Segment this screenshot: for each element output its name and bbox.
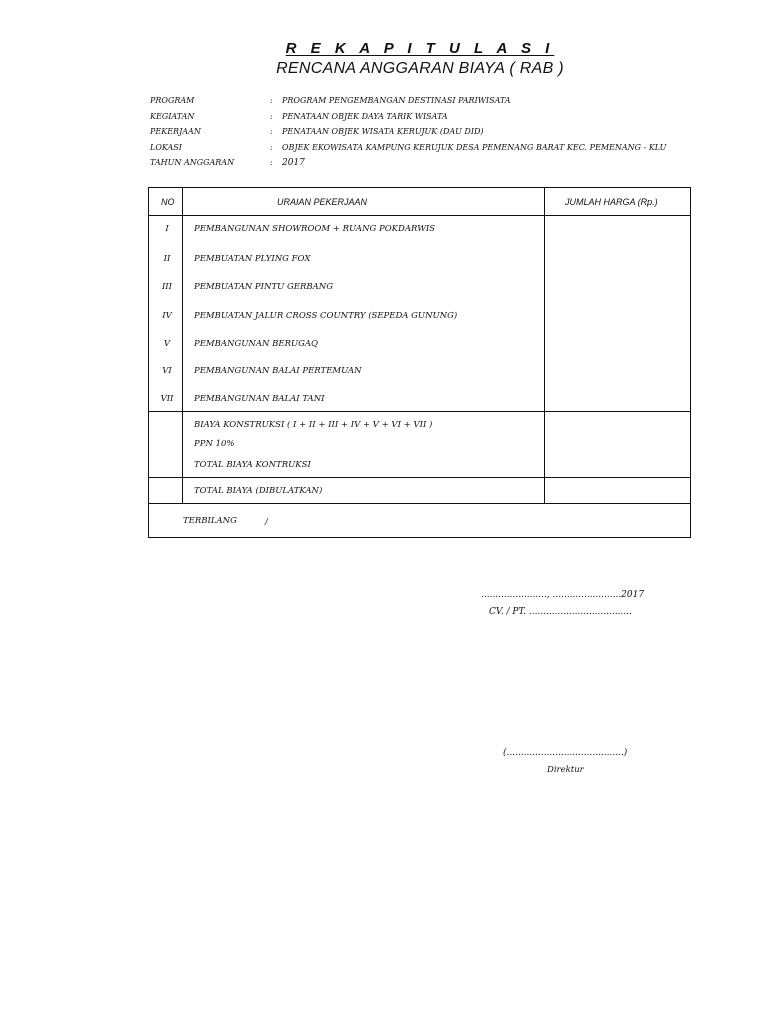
summary-ppn: PPN 10% [194,439,235,449]
terbilang-mark: / [265,517,268,527]
info-value: PENATAAN OBJEK DAYA TARIK WISATA [282,111,448,121]
summary-total-konstruksi: TOTAL BIAYA KONTRUKSI [194,460,311,470]
row-uraian: PEMBUATAN PLYING FOX [194,254,311,264]
info-label: LOKASI [150,142,182,152]
info-label: PEKERJAAN [150,127,201,136]
row-uraian: PEMBUATAN JALUR CROSS COUNTRY (SEPEDA GUNUNG) [194,311,458,321]
row-uraian: PEMBANGUNAN BALAI PERTEMUAN [194,366,362,376]
column-header-jumlah: JUMLAH HARGA (Rp.) [565,197,658,207]
document-title: R E K A P I T U L A S I [285,40,555,57]
info-value: OBJEK EKOWISATA KAMPUNG KERUJUK DESA PEMENANG BARAT KEC. PEMENANG - KLU [282,142,667,152]
info-label: PROGRAM [150,96,195,105]
row-number: VI [162,366,172,376]
row-number: III [161,282,173,292]
column-header-uraian: URAIAN PEKERJAAN [277,197,368,207]
row-uraian: PEMBANGUNAN BERUGAQ [194,339,319,349]
row-number: I [165,224,169,234]
document-subtitle: RENCANA ANGGARAN BIAYA ( RAB ) [276,60,564,77]
signature-name: (.........................................) [503,748,628,758]
row-uraian: PEMBANGUNAN SHOWROOM + RUANG POKDARWIS [194,224,436,234]
terbilang-label: TERBILANG [183,516,237,526]
rab-table [148,187,691,538]
row-number: VII [160,394,174,404]
summary-divider [149,477,690,478]
summary-biaya-konstruksi: BIAYA KONSTRUKSI ( I + II + III + IV + V + VI + VII ) [194,420,433,430]
row-number: V [163,339,171,349]
info-label: TAHUN ANGGARAN [150,158,235,167]
info-value: 2017 [282,158,305,168]
signature-role: Direktur [547,765,584,775]
row-uraian: PEMBANGUNAN BALAI TANI [194,394,325,404]
signature-company: CV. / PT. .................................... [489,607,632,617]
info-value: PENATAAN OBJEK WISATA KERUJUK (DAU DID) [282,127,484,136]
row-number: IV [162,311,172,321]
signature-place-date: ......................., ........................2017 [481,590,645,600]
total-dibulatkan-label: TOTAL BIAYA (DIBULATKAN) [194,486,323,496]
info-label: KEGIATAN [150,111,195,121]
header-divider [149,215,690,216]
col-divider-jumlah [544,188,545,503]
row-uraian: PEMBUATAN PINTU GERBANG [194,282,333,292]
items-divider [149,411,690,412]
column-header-no: NO [161,197,175,207]
total-divider [149,503,690,504]
info-value: PROGRAM PENGEMBANGAN DESTINASI PARIWISATA [282,96,511,105]
row-number: II [163,254,171,264]
